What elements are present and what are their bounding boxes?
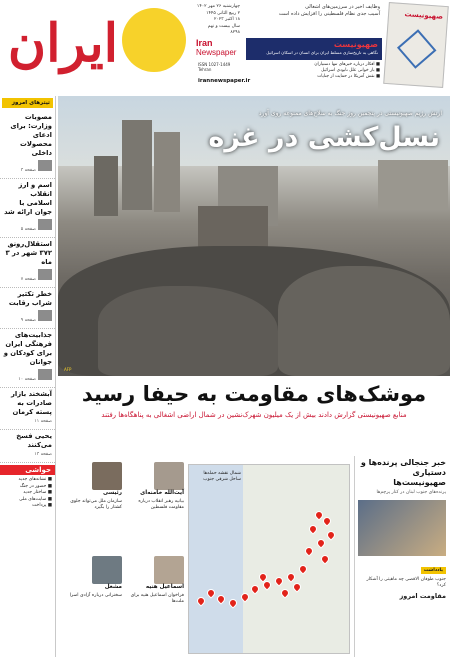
rubble-shape [98,286,278,376]
news-card[interactable]: آیت‌الله خامنه‌ای بیانیه رهبر انقلاب درباره مقاومت فلسطین [126,462,184,511]
news-card[interactable]: رئیسی سازمان ملل می‌تواند جلوی کشتار را بگیرد [64,462,122,511]
right-column-title: خبر جنجالی پرنده‌ها و دستیاری صهیونیست‌ها [360,458,446,487]
masthead-teaser[interactable]: وظایف اخیر در سرزمین‌های اشغالی آسیب جدی نظام فلسطینی را افزایش داده است [278,4,380,17]
hero-photo[interactable] [58,96,450,376]
right-column-kicker: پرنده‌های جنوب لبنان در کنار پرچم‌ها [376,490,446,495]
hot-list[interactable]: ■ نشانه‌های جدید ■ حضور در جنگ ■ ساختار جدید ■ سایت‌های ملی ■ پرداخت [18,477,52,508]
map-sea [189,465,243,653]
thumbnail-icon [38,310,52,321]
sidebar-item[interactable]: استقلال‌رونق ۳۷۲ شهر در ۳ ماه صفحه ۷ [0,238,55,288]
supplement-items: ■ افکار درباره خبرهای تنها دستیاران ■ باز خوانی علل نابودی اسرائیل ■ نقش آمریکا در حمایت از جنایات [314,62,380,79]
sidebar-item[interactable]: خطر تکثیر شراب رقابت صفحه ۹ [0,288,55,329]
brand-iran: Iran [196,38,213,48]
star-of-david-icon [397,29,437,69]
portrait-photo [92,462,122,490]
thumbnail-icon [38,219,52,230]
brand-address: ISSN 1027-1449 Tehran [198,62,231,72]
sidebar-item[interactable]: مصوبات وزارت: برای ادعای محصولات داخلی صفحه ۳ [0,111,55,179]
secondary-title: موشک‌های مقاومت به حیفا رسید [81,382,427,406]
news-card[interactable]: مشعل سخنرانی درباره آزادی اسرا [64,556,122,599]
sidebar-item[interactable]: جذابیت‌های فرهنگی ایران برای کودکان و جوانان صفحه ۱۰ [0,329,55,388]
note-title: مقاومت امروز [399,592,446,600]
rubble-shape [278,266,450,376]
hot-label: حواشی [0,465,55,475]
portrait-photo [154,556,184,584]
portrait-photo [92,556,122,584]
sun-emblem-icon [122,8,186,72]
magazine-title: صهیونیست [404,10,444,21]
headlines-sidebar [0,96,56,657]
building-shape [94,156,118,216]
brand-box [196,38,242,60]
supplement-banner[interactable] [246,38,382,60]
building-shape [378,160,448,210]
supplement-title: صهیونیست [333,40,378,49]
sidebar-header: تیترهای امروز [2,98,53,108]
sidebar-item[interactable]: یحیی فسخ می‌کنند صفحه ۱۳ [0,430,55,463]
map-land [243,465,350,653]
birds-photo [358,500,446,556]
hero-title: نسل‌کشی در غزه [208,122,440,153]
thumbnail-icon [38,269,52,280]
news-card[interactable]: اسماعیل هنیه فراخوان اسماعیل هنیه برای ملت‌ها [126,556,184,605]
secondary-headline[interactable] [58,380,450,420]
right-column[interactable] [354,456,450,657]
photo-credit: AFP [64,367,72,372]
thumbnail-icon [38,160,52,171]
building-shape [154,132,180,212]
building-shape [122,120,152,210]
brand-url[interactable]: irannewspaper.ir [198,78,251,84]
thumbnail-icon [38,369,52,380]
sidebar-item[interactable]: آبشخند بازار صادرات به پسته کرمان صفحه ۱۱ [0,388,55,430]
map-note: شمال نقشه حمله‌ها ساحل شرقی جنوب [203,471,241,482]
portrait-photo [154,462,184,490]
supplement-subtitle: نگاهی به تاریخ‌سازی مسلط ایران برای انسان در اسکان اسرائیل [266,50,378,55]
newspaper-logo: ایران [7,13,119,74]
brand-newspaper: Newspaper [196,48,237,57]
note-tag: یادداشت [421,567,446,574]
sidebar-item[interactable]: اسم و ارز انقلاب اسلامی با جوان ارائه شد صفحه ۵ [0,179,55,238]
magazine-cover[interactable] [383,2,449,88]
note-text: جنوب طوفان الاقصی چه ماهیتی را آشکار کرد؟ [366,577,446,588]
hero-kicker: ارتش رژیم صهیونیستی در پنجمین روز جنگ به سلاح‌های ممنوعه روی آورد [258,110,442,117]
secondary-subtitle: منابع صهیونیستی گزارش دادند بیش از یک میلیون شهرک‌نشین در شمال اراضی اشغالی به پناهگاه‌ها رفتند [101,411,407,419]
dateline: چهارشنبه ۲۶ مهر ۱۴۰۲ ۲ ربیع الثانی ۱۴۴۵ ۱۸ اکتبر ۲۰۲۳ سال بیست و نهم ۸۲۹۸ [196,4,240,35]
masthead [0,0,450,90]
attack-map[interactable] [188,464,350,654]
